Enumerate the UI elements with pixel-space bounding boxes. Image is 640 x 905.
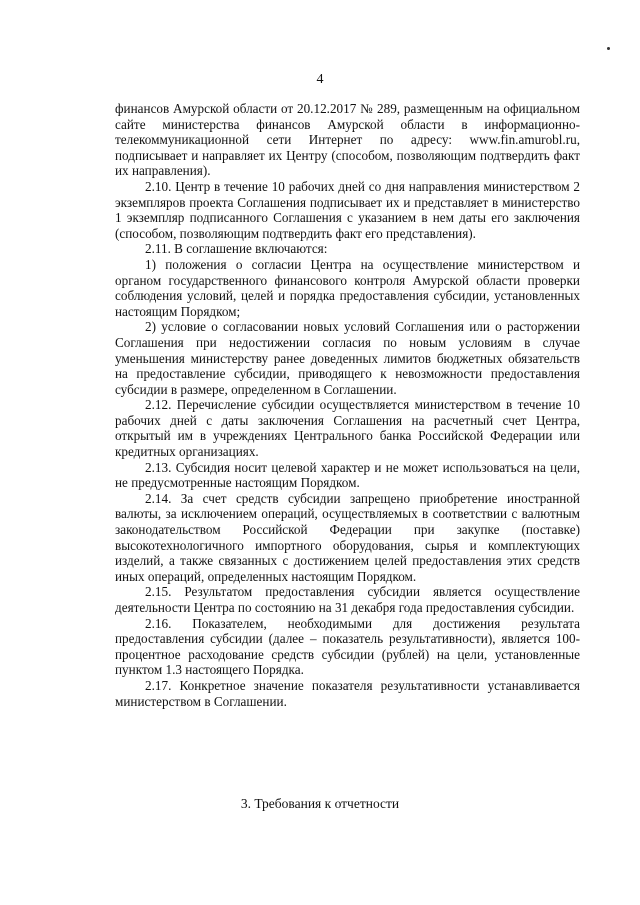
- paragraph-2-11-item-2: 2) условие о согласовании новых условий Соглашения или о расторжении Соглашения при недостижении согласия по новым условиям в случае уменьшения министерству ранее доведенных лимитов бюджетных обязательств на предоставление субсидии, приводящего к невозможности предоставления субсидии в размере, определенном в Соглашении.: [115, 319, 580, 397]
- paragraph-2-11: 2.11. В соглашение включаются:: [145, 241, 328, 257]
- paragraph-continuation: финансов Амурской области от 20.12.2017 № 289, размещенным на официальном сайте министерства финансов Амурской области в информационно-телекоммуникационной сети Интернет по адресу: www.fin.amurobl.ru, подписывает и направляет их Центру (способом, позволяющим подтвердить факт их направления).: [115, 101, 580, 179]
- paragraph-2-10: 2.10. Центр в течение 10 рабочих дней со дня направления министерством 2 экземпляров проекта Соглашения подписывает их и представляет в министерство 1 экземпляр подписанного Соглашения с указанием в нем даты его заключения (способом, позволяющим подтвердить факт его представления).: [115, 178, 580, 241]
- section-heading: 3. Требования к отчетности: [240, 796, 400, 811]
- page-number: 4: [316, 72, 324, 87]
- document-body: [115, 101, 580, 709]
- paragraph-2-15: 2.15. Результатом предоставления субсидии является осуществление деятельности Центра по состоянию на 31 декабря года предоставления субсидии.: [115, 584, 580, 615]
- paragraph-2-12: 2.12. Перечисление субсидии осуществляется министерством в течение 10 рабочих дней с даты заключения Соглашения на расчетный счет Центра, открытый им в учреждениях Центрального банка Российской Федерации или кредитных организациях.: [115, 397, 580, 460]
- paragraph-2-16: 2.16. Показателем, необходимыми для достижения результата предоставления субсидии (далее – показатель результативности), является 100-процентное расходование средств субсидии (рублей) на цели, установленные пунктом 1.3 настоящего Порядка.: [115, 615, 580, 678]
- paragraph-2-11-item-1: 1) положения о согласии Центра на осуществление министерством и органом государственного финансового контроля Амурской области проверки соблюдения условий, целей и порядка предоставления субсидии, установленных настоящим Порядком;: [115, 256, 580, 319]
- scan-speck: [607, 47, 610, 50]
- paragraph-2-17: 2.17. Конкретное значение показателя результативности устанавливается министерством в Соглашении.: [115, 677, 580, 709]
- paragraph-2-13: 2.13. Субсидия носит целевой характер и не может использоваться на цели, не предусмотренные настоящим Порядком.: [115, 459, 580, 491]
- paragraph-2-14: 2.14. За счет средств субсидии запрещено приобретение иностранной валюты, за исключением операций, осуществляемых в соответствии с валютным законодательством Российской Федерации при закупке (поставке) высокотехнологичного импортного оборудования, сырья и комплектующих изделий, а также связанных с достижением целей предоставления этих средств иных операций, определенных настоящим Порядком.: [115, 490, 580, 584]
